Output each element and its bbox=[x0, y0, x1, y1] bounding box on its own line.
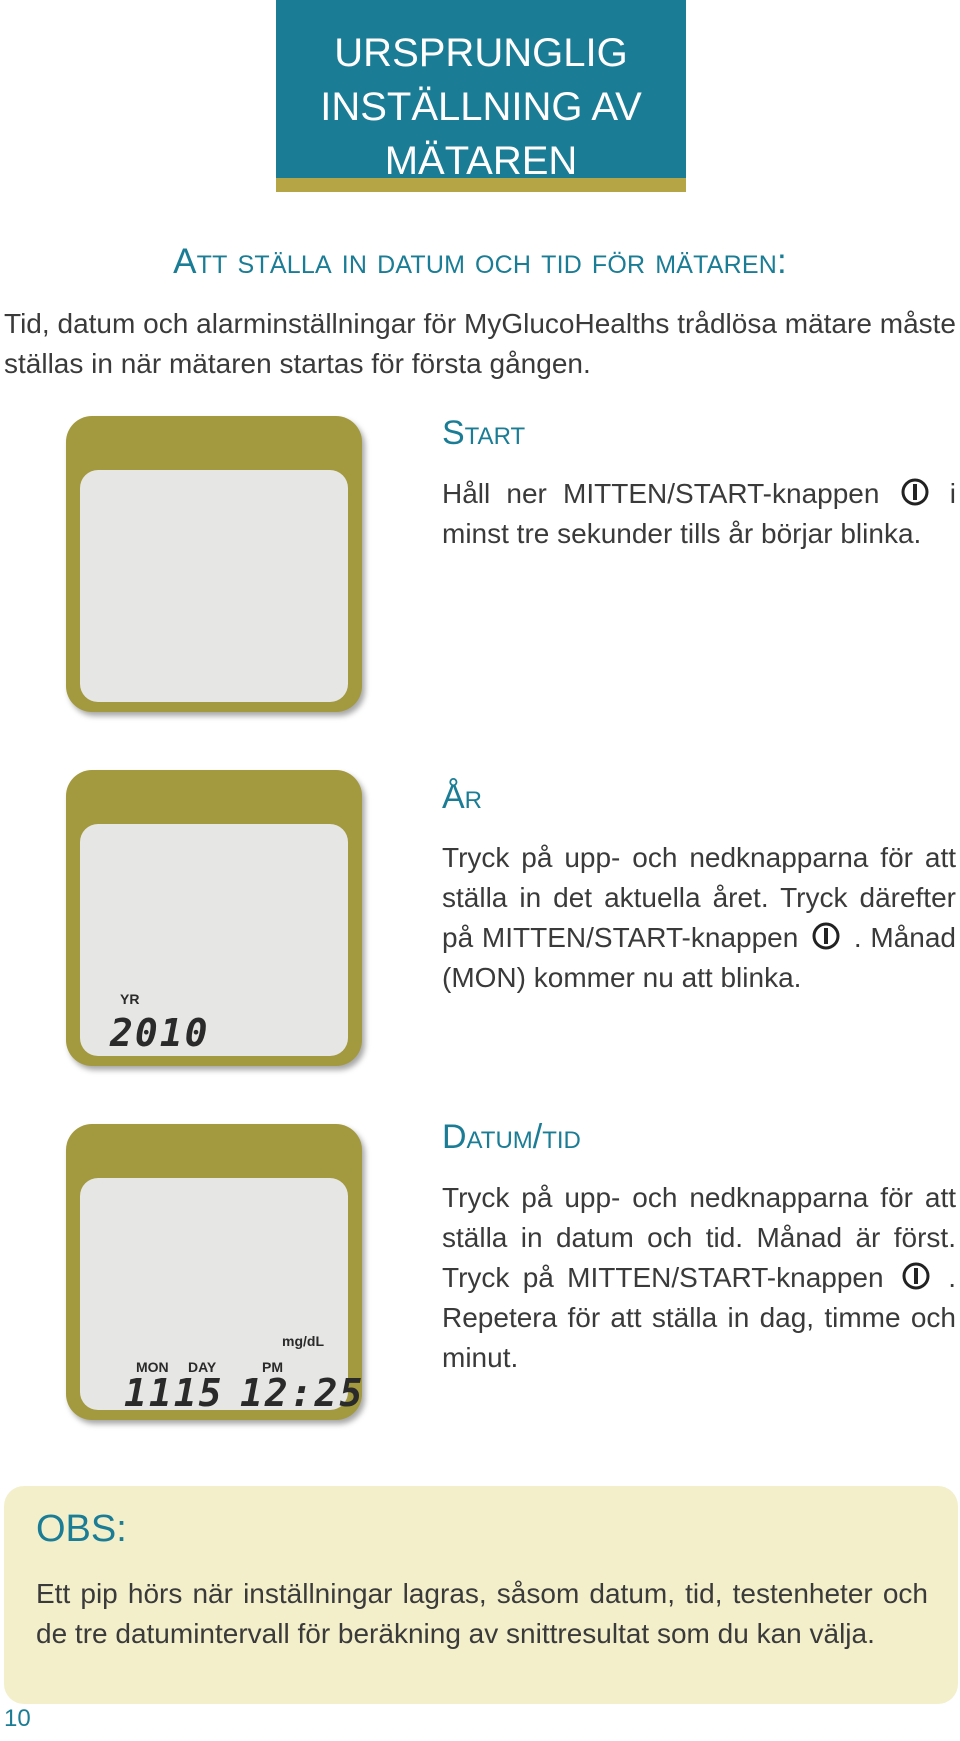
section-heading: Att ställa in datum och tid för mätaren: bbox=[173, 242, 787, 281]
meter-illustration-year bbox=[66, 770, 362, 1066]
note-title: OBS: bbox=[36, 1508, 127, 1550]
meter-screen-datetime bbox=[80, 1178, 365, 1415]
lcd-date-digits: 1115 bbox=[124, 1371, 224, 1415]
lcd-year-label: YR bbox=[120, 991, 140, 1007]
page-banner bbox=[276, 0, 686, 192]
intro-paragraph: Tid, datum och alarminställningar för MyGlucoHealths trådlösa mätare måste ställas in när mätaren startas för första gången. bbox=[4, 308, 956, 379]
meter-screen-blank bbox=[80, 470, 348, 702]
power-button-icon bbox=[901, 1261, 931, 1291]
section-text-start bbox=[442, 474, 956, 554]
banner-line-3: MÄTAREN bbox=[384, 139, 578, 183]
lcd-unit-label: mg/dL bbox=[282, 1333, 324, 1349]
section-text-start-after: i minst tre sekunder tills år börjar blinka. bbox=[442, 478, 957, 549]
meter-illustration-start bbox=[66, 416, 362, 712]
section-text-datetime bbox=[442, 1178, 956, 1378]
note-text: Ett pip hörs när inställningar lagras, såsom datum, tid, testenheter och de tre datumintervall för beräkning av snittresultat som du kan välja. bbox=[36, 1578, 928, 1649]
meter-illustration-datetime bbox=[66, 1124, 365, 1420]
banner-line-2: INSTÄLLNING AV bbox=[320, 85, 642, 129]
lcd-year-digits: 2010 bbox=[110, 1011, 210, 1055]
page-number: 10 bbox=[4, 1705, 31, 1732]
note-box bbox=[4, 1486, 958, 1704]
section-title-year: År bbox=[442, 778, 483, 816]
lcd-mon-label: MON bbox=[136, 1359, 169, 1375]
lcd-time-digits: 12:25 bbox=[240, 1371, 365, 1415]
power-button-icon bbox=[900, 477, 930, 507]
meter-screen-year bbox=[80, 824, 348, 1056]
section-text-datetime-before: Tryck på upp- och nedknapparna för att ställa in datum och tid. Månad är först. Tryck på MITTEN/START-knappen bbox=[442, 1182, 956, 1293]
banner-line-1: URSPRUNGLIG bbox=[334, 31, 628, 75]
lcd-pm-label: PM bbox=[262, 1359, 283, 1375]
section-title-start: Start bbox=[442, 414, 526, 452]
lcd-day-label: DAY bbox=[188, 1359, 217, 1375]
section-text-year bbox=[442, 838, 956, 998]
power-button-icon bbox=[811, 921, 841, 951]
section-text-start-before: Håll ner MITTEN/START-knappen bbox=[442, 478, 880, 509]
section-title-datetime: Datum/tid bbox=[442, 1118, 581, 1156]
section-text-datetime-after: . Repetera för att ställa in dag, timme och minut. bbox=[442, 1262, 957, 1373]
section-text-year-before: Tryck på upp- och nedknapparna för att ställa in det aktuella året. Tryck därefter på MITTEN/START-knappen bbox=[442, 842, 956, 953]
section-text-year-after: . Månad (MON) kommer nu att blinka. bbox=[442, 922, 956, 993]
